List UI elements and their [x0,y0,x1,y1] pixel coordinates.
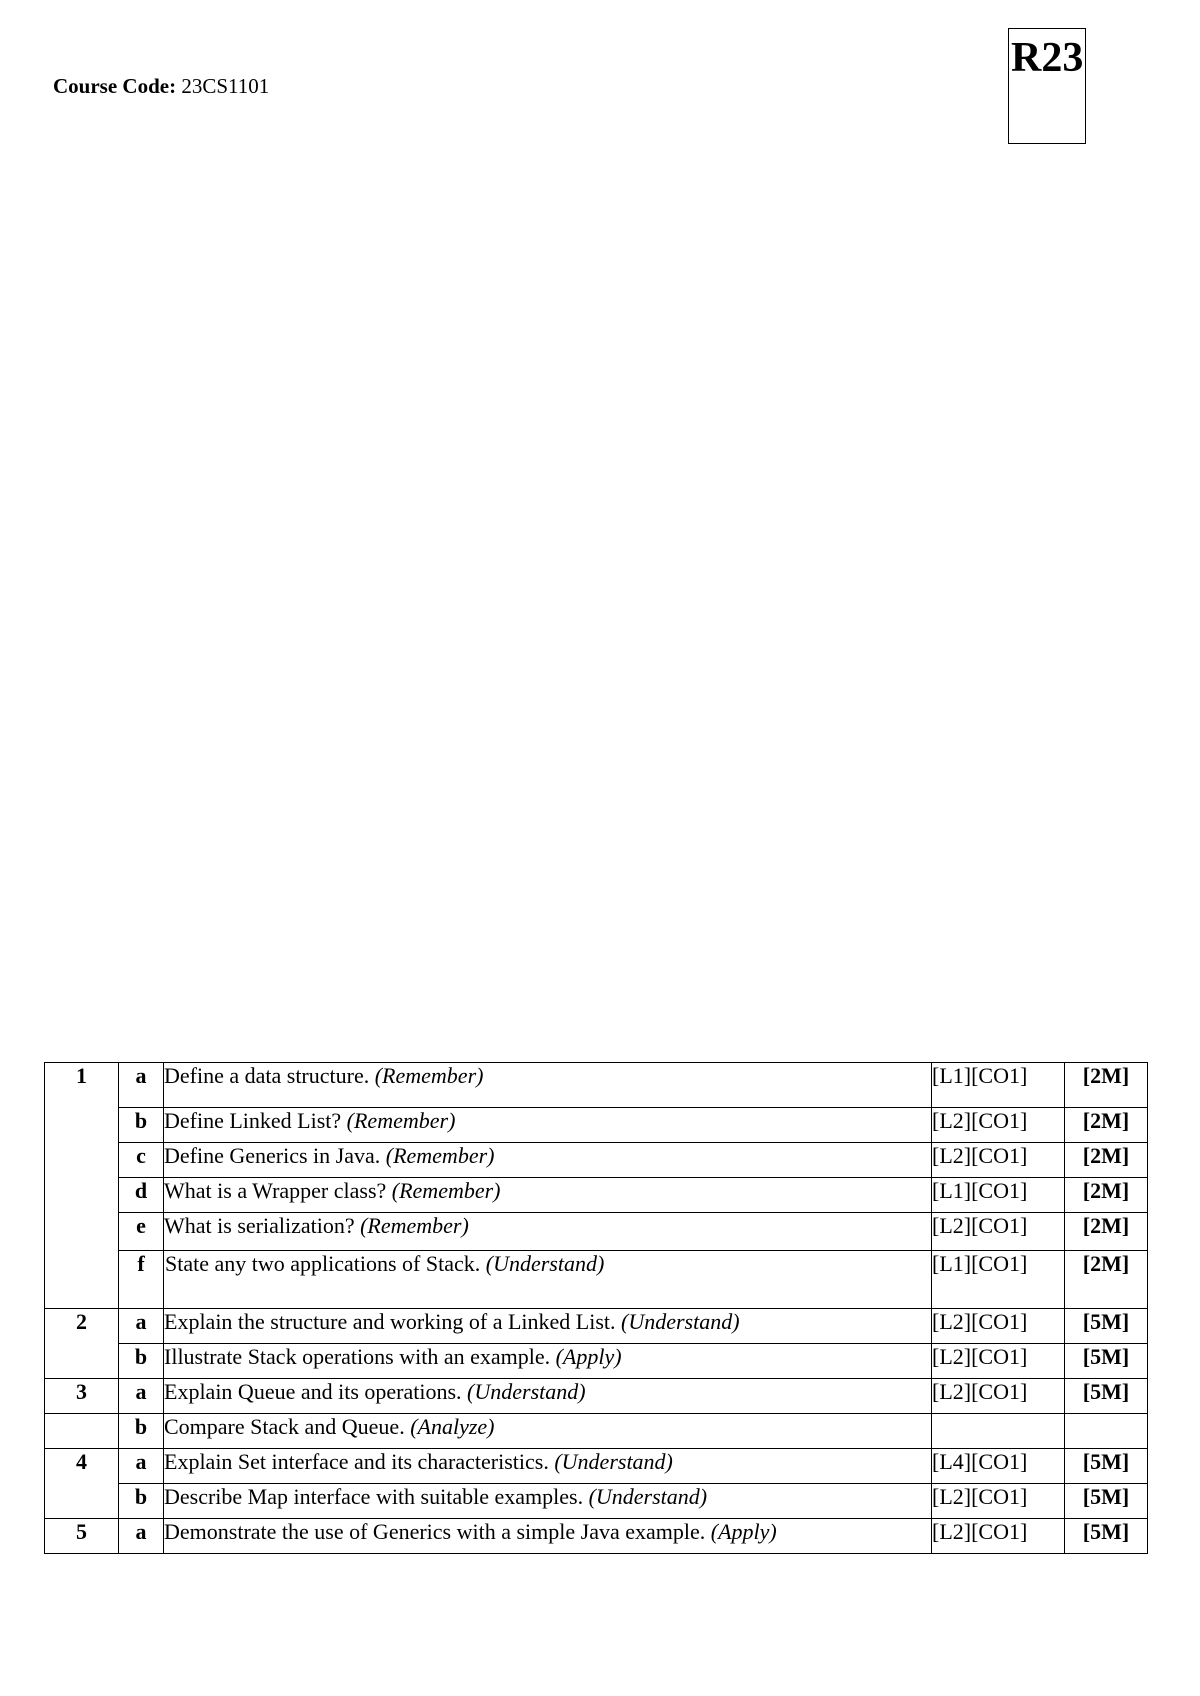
marks: [5M] [1065,1449,1148,1484]
bloom-level: (Understand) [621,1309,740,1334]
regulation-box: R23 [1008,28,1086,144]
table-row [45,1143,1148,1178]
table-row [45,1519,1148,1554]
marks [1065,1414,1148,1449]
level-co [932,1414,1065,1449]
sub-part: a [119,1379,164,1414]
course-code-label: Course Code: [53,74,177,98]
question-text: Define Linked List? (Remember) [164,1108,932,1143]
question-text: Demonstrate the use of Generics with a simple Java example. (Apply) [164,1519,932,1554]
marks: [5M] [1065,1379,1148,1414]
level-co: [L2][CO1] [932,1108,1065,1143]
sub-part: c [119,1143,164,1178]
table-row [45,1414,1148,1449]
question-number: 2 [45,1309,119,1344]
marks: [5M] [1065,1484,1148,1519]
sub-part: a [119,1063,164,1108]
level-co: [L4][CO1] [932,1449,1065,1484]
question-table [44,1062,1148,1554]
level-co: [L1][CO1] [932,1178,1065,1213]
question-text: State any two applications of Stack. (Understand) [164,1251,932,1309]
bloom-level: (Understand) [485,1251,605,1276]
question-text: Explain Queue and its operations. (Understand) [164,1379,932,1414]
level-co: [L2][CO1] [932,1143,1065,1178]
bloom-level: (Apply) [555,1344,622,1369]
question-text: Compare Stack and Queue. (Analyze) [164,1414,932,1449]
sub-part: a [119,1519,164,1554]
course-code [53,74,269,99]
question-number: 5 [45,1519,119,1554]
marks: [5M] [1065,1519,1148,1554]
marks: [5M] [1065,1309,1148,1344]
bloom-level: (Remember) [360,1213,469,1238]
level-co: [L2][CO1] [932,1484,1065,1519]
question-text: Illustrate Stack operations with an example. (Apply) [164,1344,932,1379]
question-number [45,1344,119,1379]
question-number [45,1251,119,1309]
bloom-level: (Remember) [346,1108,456,1133]
level-co: [L2][CO1] [932,1519,1065,1554]
marks: [2M] [1065,1063,1148,1108]
sub-part: a [119,1449,164,1484]
question-text: Define Generics in Java. (Remember) [164,1143,932,1178]
marks: [5M] [1065,1344,1148,1379]
marks: [2M] [1065,1213,1148,1251]
marks: [2M] [1065,1108,1148,1143]
course-code-value: 23CS1101 [181,74,270,98]
sub-part: a [119,1309,164,1344]
sub-part: b [119,1484,164,1519]
level-co: [L2][CO1] [932,1213,1065,1251]
sub-part: b [119,1414,164,1449]
sub-part: f [119,1251,164,1309]
bloom-level: (Remember) [391,1178,501,1203]
sub-part: b [119,1108,164,1143]
question-text: Explain the structure and working of a Linked List. (Understand) [164,1309,932,1344]
question-text: Describe Map interface with suitable examples. (Understand) [164,1484,932,1519]
bloom-level: (Understand) [588,1484,708,1509]
table-row [45,1449,1148,1484]
sub-part: b [119,1344,164,1379]
bloom-level: (Remember) [374,1063,484,1088]
table-row [45,1108,1148,1143]
question-number [45,1414,119,1449]
level-co: [L1][CO1] [932,1251,1065,1309]
sub-part: d [119,1178,164,1213]
question-number: 3 [45,1379,119,1414]
table-row [45,1344,1148,1379]
question-number: 1 [45,1063,119,1108]
question-number: 4 [45,1449,119,1484]
marks: [2M] [1065,1251,1148,1309]
bloom-level: (Apply) [710,1519,777,1544]
level-co: [L2][CO1] [932,1344,1065,1379]
marks: [2M] [1065,1178,1148,1213]
table-row [45,1251,1148,1309]
table-row [45,1379,1148,1414]
question-number [45,1213,119,1251]
table-row [45,1063,1148,1108]
level-co: [L2][CO1] [932,1309,1065,1344]
question-text: What is serialization? (Remember) [164,1213,932,1251]
level-co: [L2][CO1] [932,1379,1065,1414]
level-co: [L1][CO1] [932,1063,1065,1108]
question-number [45,1108,119,1143]
bloom-level: (Understand) [554,1449,673,1474]
question-number [45,1484,119,1519]
question-text: Define a data structure. (Remember) [164,1063,932,1108]
question-number [45,1178,119,1213]
marks: [2M] [1065,1143,1148,1178]
question-text: What is a Wrapper class? (Remember) [164,1178,932,1213]
bloom-level: (Analyze) [410,1414,495,1439]
table-row [45,1309,1148,1344]
sub-part: e [119,1213,164,1251]
question-number [45,1143,119,1178]
bloom-level: (Remember) [385,1143,495,1168]
table-row [45,1178,1148,1213]
table-row [45,1484,1148,1519]
bloom-level: (Understand) [467,1379,586,1404]
table-row [45,1213,1148,1251]
question-text: Explain Set interface and its characteristics. (Understand) [164,1449,932,1484]
